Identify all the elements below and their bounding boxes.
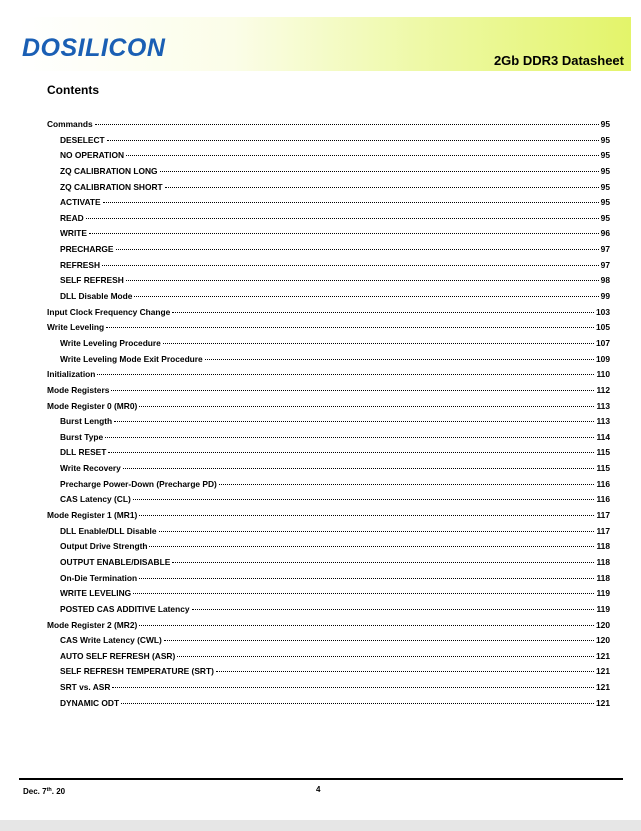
- toc-dot-leader: [134, 296, 598, 297]
- toc-entry[interactable]: [47, 633, 610, 649]
- toc-dot-leader: [95, 124, 599, 125]
- toc-dot-leader: [106, 327, 594, 328]
- toc-entry-page[interactable]: 95: [600, 150, 610, 161]
- toc-entry[interactable]: [47, 399, 610, 415]
- toc-dot-leader: [205, 359, 594, 360]
- toc-entry[interactable]: [47, 367, 610, 383]
- company-logo: DOSILICON: [22, 34, 166, 62]
- toc-entry-page[interactable]: 117: [596, 525, 610, 536]
- toc-entry-label[interactable]: Write Leveling Procedure: [60, 337, 161, 348]
- toc-entry[interactable]: [47, 664, 610, 680]
- toc-dot-leader: [172, 312, 594, 313]
- toc-dot-leader: [192, 609, 595, 610]
- footer-date-sup: th: [46, 787, 52, 793]
- toc-entry[interactable]: [47, 226, 610, 242]
- toc-entry[interactable]: [47, 414, 610, 430]
- toc-entry[interactable]: [47, 524, 610, 540]
- toc-entry-label[interactable]: Write Leveling Mode Exit Procedure: [60, 353, 203, 364]
- toc-entry[interactable]: [47, 539, 610, 555]
- toc-entry[interactable]: [47, 133, 610, 149]
- toc-entry-label[interactable]: DYNAMIC ODT: [60, 697, 120, 708]
- toc-entry-page[interactable]: 109: [596, 353, 610, 364]
- toc-entry-page[interactable]: 121: [596, 666, 610, 677]
- toc-entry[interactable]: [47, 148, 610, 164]
- toc-entry[interactable]: [47, 258, 610, 274]
- footer-date: [23, 788, 65, 796]
- toc-entry-label[interactable]: Precharge Power-Down (Precharge PD): [60, 478, 217, 489]
- toc-entry-label[interactable]: REFRESH: [60, 259, 101, 270]
- toc-entry-page[interactable]: 95: [600, 134, 610, 145]
- toc-entry-label[interactable]: On-Die Termination: [60, 572, 138, 583]
- toc-entry[interactable]: [47, 164, 610, 180]
- toc-entry-page[interactable]: 95: [600, 197, 610, 208]
- toc-entry[interactable]: [47, 430, 610, 446]
- toc-dot-leader: [97, 374, 594, 375]
- toc-entry-label[interactable]: CAS Latency (CL): [60, 494, 131, 505]
- toc-dot-leader: [139, 578, 594, 579]
- toc-entry[interactable]: [47, 649, 610, 665]
- toc-entry-label[interactable]: ACTIVATE: [60, 197, 101, 208]
- toc-entry-label[interactable]: Burst Length: [60, 416, 113, 427]
- toc-entry-page[interactable]: 120: [596, 619, 610, 630]
- toc-entry-page[interactable]: 96: [600, 228, 610, 239]
- toc-dot-leader: [172, 562, 594, 563]
- toc-dot-leader: [164, 640, 594, 641]
- toc-entry-page[interactable]: 121: [596, 697, 610, 708]
- toc-entry[interactable]: [47, 445, 610, 461]
- toc-entry[interactable]: [47, 273, 610, 289]
- toc-dot-leader: [112, 687, 594, 688]
- toc-entry-page[interactable]: 117: [596, 510, 610, 521]
- table-of-contents: [47, 117, 610, 711]
- toc-entry-label[interactable]: AUTO SELF REFRESH (ASR): [60, 650, 176, 661]
- toc-dot-leader: [165, 187, 599, 188]
- page-header: [19, 17, 631, 71]
- toc-dot-leader: [86, 218, 599, 219]
- toc-dot-leader: [219, 484, 595, 485]
- toc-dot-leader: [139, 625, 594, 626]
- toc-entry-label[interactable]: Initialization: [47, 369, 96, 380]
- toc-entry[interactable]: [47, 586, 610, 602]
- toc-entry-page[interactable]: 107: [596, 337, 610, 348]
- toc-entry-page[interactable]: 95: [600, 181, 610, 192]
- toc-entry-page[interactable]: 120: [596, 635, 610, 646]
- toc-entry[interactable]: [47, 508, 610, 524]
- toc-entry[interactable]: [47, 211, 610, 227]
- toc-dot-leader: [105, 437, 594, 438]
- toc-entry-page[interactable]: 113: [596, 416, 610, 427]
- toc-entry-page[interactable]: 119: [596, 588, 610, 599]
- toc-entry[interactable]: [47, 352, 610, 368]
- toc-entry-label[interactable]: Mode Registers: [47, 384, 110, 395]
- toc-entry-label[interactable]: Mode Register 0 (MR0): [47, 400, 138, 411]
- toc-entry-page[interactable]: 113: [596, 400, 610, 411]
- toc-entry-label[interactable]: SRT vs. ASR: [60, 682, 111, 693]
- toc-entry[interactable]: [47, 618, 610, 634]
- toc-dot-leader: [133, 499, 595, 500]
- toc-entry-page[interactable]: 97: [600, 244, 610, 255]
- toc-entry[interactable]: [47, 680, 610, 696]
- toc-dot-leader: [89, 233, 599, 234]
- toc-entry-label[interactable]: POSTED CAS ADDITIVE Latency: [60, 603, 190, 614]
- toc-entry[interactable]: [47, 289, 610, 305]
- toc-entry[interactable]: [47, 461, 610, 477]
- toc-entry-label[interactable]: DLL Enable/DLL Disable: [60, 525, 157, 536]
- toc-entry-page[interactable]: 118: [596, 541, 610, 552]
- toc-entry-label[interactable]: Write Recovery: [60, 463, 121, 474]
- toc-entry-page[interactable]: 115: [596, 463, 610, 474]
- toc-entry-label[interactable]: NO OPERATION: [60, 150, 125, 161]
- toc-entry-page[interactable]: 114: [596, 431, 610, 442]
- footer-date-suffix: . 20: [51, 787, 66, 796]
- footer-divider: [19, 778, 623, 780]
- toc-entry[interactable]: [47, 195, 610, 211]
- toc-dot-leader: [177, 656, 594, 657]
- toc-entry[interactable]: [47, 305, 610, 321]
- toc-entry[interactable]: [47, 492, 610, 508]
- contents-heading: Contents: [47, 83, 99, 97]
- toc-dot-leader: [160, 171, 599, 172]
- toc-entry[interactable]: [47, 696, 610, 712]
- toc-dot-leader: [108, 452, 594, 453]
- toc-dot-leader: [121, 703, 594, 704]
- toc-entry-page[interactable]: 98: [600, 275, 610, 286]
- toc-entry-page[interactable]: 95: [600, 165, 610, 176]
- toc-dot-leader: [103, 202, 599, 203]
- toc-entry-label[interactable]: OUTPUT ENABLE/DISABLE: [60, 556, 171, 567]
- footer-date-prefix: Dec. 7: [23, 787, 47, 796]
- toc-entry-page[interactable]: 119: [596, 603, 610, 614]
- toc-entry-label[interactable]: Commands: [47, 119, 93, 129]
- toc-entry-label[interactable]: ZQ CALIBRATION SHORT: [60, 181, 163, 192]
- toc-entry-label[interactable]: DESELECT: [60, 134, 105, 145]
- toc-dot-leader: [139, 406, 594, 407]
- footer-page-number: 4: [316, 785, 321, 794]
- toc-entry[interactable]: [47, 602, 610, 618]
- toc-entry[interactable]: [47, 180, 610, 196]
- toc-entry-page[interactable]: 110: [596, 369, 610, 380]
- toc-entry-label[interactable]: Output Drive Strength: [60, 541, 148, 552]
- toc-dot-leader: [111, 390, 594, 391]
- toc-entry-label[interactable]: PRECHARGE: [60, 244, 114, 255]
- toc-entry-label[interactable]: Burst Type: [60, 431, 104, 442]
- toc-entry-label[interactable]: Mode Register 2 (MR2): [47, 619, 138, 630]
- toc-dot-leader: [216, 671, 594, 672]
- toc-entry-label[interactable]: WRITE: [60, 228, 87, 239]
- toc-entry-label[interactable]: SELF REFRESH TEMPERATURE (SRT): [60, 666, 214, 677]
- toc-dot-leader: [107, 140, 599, 141]
- toc-entry-page[interactable]: 99: [600, 291, 610, 302]
- toc-dot-leader: [149, 546, 594, 547]
- toc-entry-page[interactable]: 95: [600, 119, 610, 129]
- toc-entry-label[interactable]: CAS Write Latency (CWL): [60, 635, 162, 646]
- toc-entry-page[interactable]: 95: [600, 212, 610, 223]
- toc-entry-label[interactable]: Write Leveling: [47, 322, 105, 333]
- toc-entry-page[interactable]: 118: [596, 572, 610, 583]
- toc-dot-leader: [116, 249, 599, 250]
- toc-entry-page[interactable]: 121: [596, 650, 610, 661]
- toc-entry-page[interactable]: 97: [600, 259, 610, 270]
- toc-entry[interactable]: [47, 242, 610, 258]
- toc-entry[interactable]: [47, 117, 610, 133]
- toc-dot-leader: [139, 515, 594, 516]
- toc-entry[interactable]: [47, 477, 610, 493]
- toc-dot-leader: [126, 280, 599, 281]
- toc-entry-page[interactable]: 105: [596, 322, 610, 333]
- document-title: 2Gb DDR3 Datasheet: [493, 53, 624, 68]
- toc-entry-label[interactable]: DLL RESET: [60, 447, 107, 458]
- toc-entry[interactable]: [47, 336, 610, 352]
- toc-entry-label[interactable]: READ: [60, 212, 84, 223]
- toc-entry[interactable]: [47, 555, 610, 571]
- toc-entry-page[interactable]: 112: [596, 384, 610, 395]
- toc-entry[interactable]: [47, 571, 610, 587]
- toc-entry-label[interactable]: Mode Register 1 (MR1): [47, 510, 138, 521]
- toc-dot-leader: [126, 155, 599, 156]
- toc-entry[interactable]: [47, 320, 610, 336]
- toc-dot-leader: [159, 531, 595, 532]
- toc-entry-label[interactable]: SELF REFRESH: [60, 275, 124, 286]
- toc-entry-label[interactable]: DLL Disable Mode: [60, 291, 133, 302]
- toc-entry-page[interactable]: 118: [596, 556, 610, 567]
- toc-dot-leader: [123, 468, 595, 469]
- toc-dot-leader: [163, 343, 594, 344]
- toc-dot-leader: [114, 421, 594, 422]
- toc-entry-page[interactable]: 115: [596, 447, 610, 458]
- viewer-bottom-band: [0, 820, 641, 831]
- toc-entry-label[interactable]: ZQ CALIBRATION LONG: [60, 165, 158, 176]
- toc-entry-page[interactable]: 116: [596, 494, 610, 505]
- toc-dot-leader: [102, 265, 599, 266]
- toc-entry-page[interactable]: 116: [596, 478, 610, 489]
- toc-dot-leader: [133, 593, 594, 594]
- toc-entry[interactable]: [47, 383, 610, 399]
- toc-entry-page[interactable]: 103: [596, 306, 610, 317]
- toc-entry-label[interactable]: Input Clock Frequency Change: [47, 306, 171, 317]
- toc-entry-label[interactable]: WRITE LEVELING: [60, 588, 132, 599]
- toc-entry-page[interactable]: 121: [596, 682, 610, 693]
